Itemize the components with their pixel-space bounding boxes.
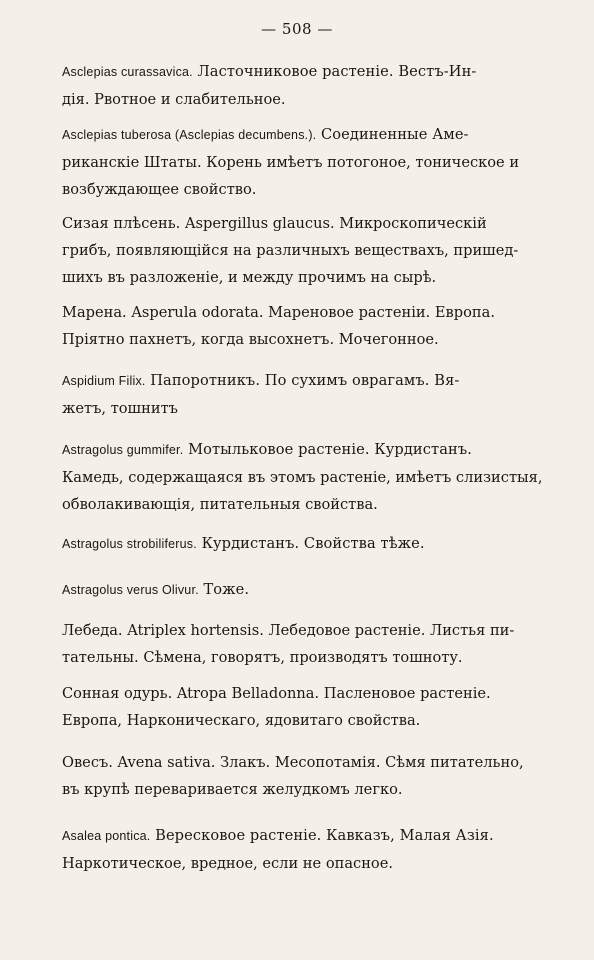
- entry-line: Марена. Asperula odorata. Мареновое растеніи. Европа.: [62, 304, 495, 321]
- entry-aspidium-filix: [62, 367, 532, 422]
- latin-name: Astragolus strobiliferus.: [62, 537, 197, 551]
- entry-line: Камедь, содержащаяся въ этомъ растеніе, имѣетъ слизистыя,: [62, 469, 543, 486]
- entry-atriplex-hortensis: [62, 617, 532, 671]
- entry-line: [62, 367, 532, 395]
- entry-aspergillus-glaucus: [62, 210, 532, 291]
- entry-text: Соединенные Аме-: [321, 126, 469, 143]
- entry-line: Сонная одурь. Atropa Belladonna. Пасленовое растеніе.: [62, 685, 491, 702]
- latin-name: Astragolus verus Olivur.: [62, 583, 199, 597]
- entry-asalea-pontica: [62, 822, 532, 877]
- entry-line: грибъ, появляющійся на различныхъ веществахъ, пришед-: [62, 242, 519, 259]
- entry-text: Папоротникъ. По сухимъ оврагамъ. Вя-: [150, 372, 460, 389]
- entry-line: [62, 822, 532, 850]
- entry-line: шихъ въ разложеніе, и между прочимъ на сырѣ.: [62, 269, 437, 286]
- entry-line: жетъ, тошнитъ: [62, 400, 178, 417]
- entry-line: обволакивающія, питательныя свойства.: [62, 496, 378, 513]
- latin-name: Aspidium Filix.: [62, 374, 146, 388]
- entry-line: Овесъ. Avena sativa. Злакъ. Месопотамія. Сѣмя питательно,: [62, 754, 524, 771]
- latin-name: Astragolus gummifer.: [62, 443, 184, 457]
- entry-avena-sativa: [62, 749, 532, 803]
- entry-line: Лебеда. Atriplex hortensis. Лебедовое растеніе. Листья пи-: [62, 622, 515, 639]
- entry-text: Курдистанъ. Свойства тѣже.: [201, 535, 425, 552]
- entry-astragolus-strobiliferus: [62, 530, 532, 558]
- entry-astragolus-verus: [62, 576, 532, 604]
- entry-atropa-belladonna: [62, 680, 532, 734]
- entry-line: Наркотическое, вредное, если не опасное.: [62, 855, 393, 872]
- latin-name: Asclepias tuberosa (Asclepias decumbens.).: [62, 128, 317, 142]
- entry-line: дія. Рвотное и слабительное.: [62, 91, 286, 108]
- latin-name: Asclepias curassavica.: [62, 65, 193, 79]
- entry-asperula-odorata: [62, 299, 532, 353]
- entry-text: Вересковое растеніе. Кавказъ, Малая Азія.: [155, 827, 494, 844]
- entry-line: [62, 121, 532, 149]
- entry-line: Сизая плѣсень. Aspergillus glaucus. Микроскопическій: [62, 215, 487, 232]
- entry-line: [62, 530, 532, 558]
- entry-line: [62, 58, 532, 86]
- entry-line: Европа, Нарконическаго, ядовитаго свойства.: [62, 712, 421, 729]
- entry-text: Ласточниковое растеніе. Вестъ-Ин-: [197, 63, 477, 80]
- entry-astragolus-gummifer: [62, 436, 543, 518]
- entry-line: [62, 576, 532, 604]
- latin-name: Asalea pontica.: [62, 829, 151, 843]
- entry-line: возбуждающее свойство.: [62, 181, 257, 198]
- entry-line: въ крупѣ переваривается желудкомъ легко.: [62, 781, 403, 798]
- entry-text: Мотыльковое растеніе. Курдистанъ.: [188, 441, 472, 458]
- entry-line: Пріятно пахнетъ, когда высохнетъ. Мочегонное.: [62, 331, 439, 348]
- entry-asclepias-curassavica: [62, 58, 532, 113]
- entry-text: Тоже.: [203, 581, 250, 598]
- entry-asclepias-tuberosa: [62, 121, 532, 203]
- entry-line: [62, 436, 532, 464]
- entry-line: риканскіе Штаты. Корень имѣетъ потогоное, тоническое и: [62, 154, 520, 171]
- page-number: — 508 —: [261, 20, 333, 38]
- entry-line: тательны. Сѣмена, говорятъ, производятъ тошноту.: [62, 649, 463, 666]
